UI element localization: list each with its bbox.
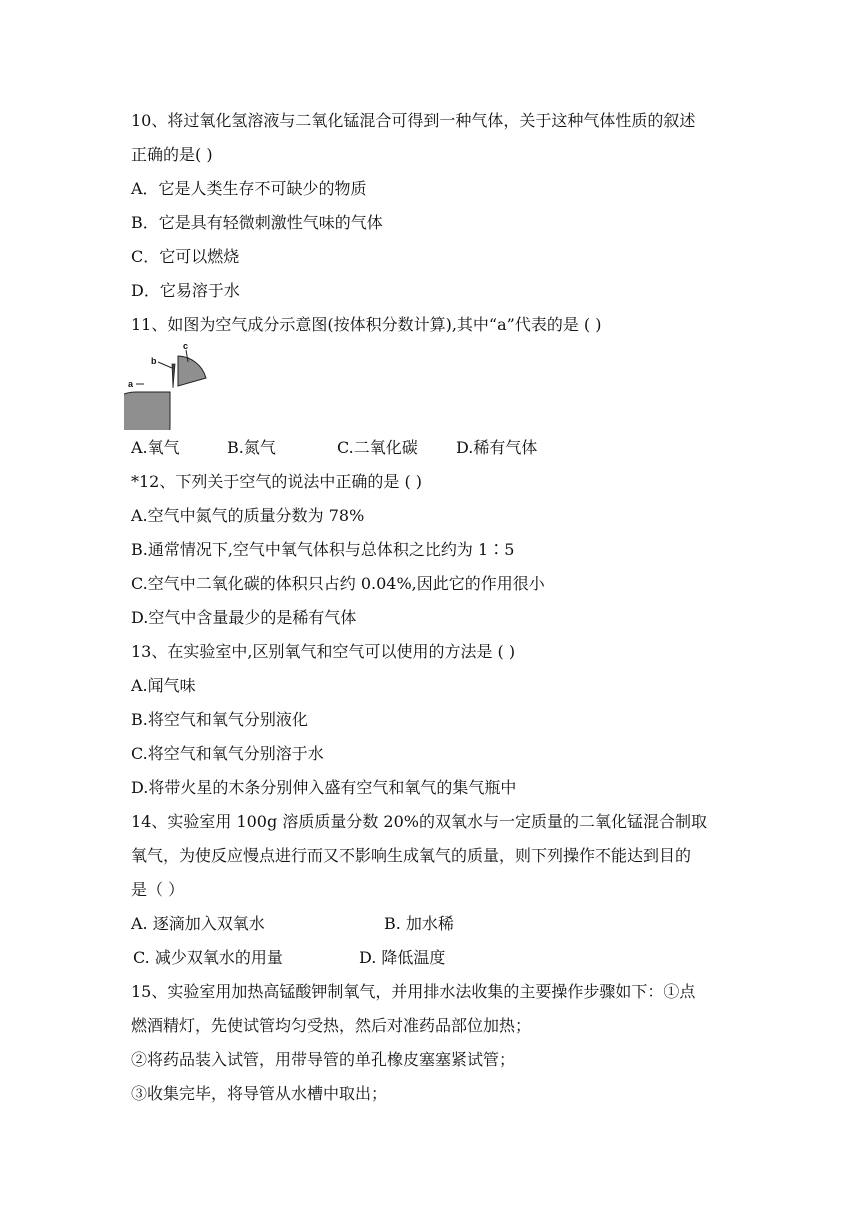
q14-option-d: D. 降低温度	[359, 948, 446, 967]
q12-option-a: A.空气中氮气的质量分数为 78%	[131, 506, 365, 525]
q15-stem-line1: 15、实验室用加热高锰酸钾制氧气，并用排水法收集的主要操作步骤如下：①点	[131, 982, 696, 1001]
air-composition-pie-figure	[124, 340, 214, 430]
pie-sector-c	[178, 356, 206, 386]
q10-option-d: D．它易溶于水	[131, 281, 240, 300]
q11-option-a: A.氧气	[131, 438, 180, 457]
q13-option-a: A.闻气味	[131, 676, 196, 695]
q13-option-d: D.将带火星的木条分别伸入盛有空气和氧气的集气瓶中	[131, 778, 517, 797]
q13-option-c: C.将空气和氧气分别溶于水	[131, 744, 324, 763]
q10-option-b: B．它是具有轻微刺激性气味的气体	[131, 213, 383, 232]
q15-stem-line2: 燃酒精灯，先使试管均匀受热，然后对准药品部位加热；	[131, 1016, 532, 1035]
q10-option-a: A．它是人类生存不可缺少的物质	[131, 179, 367, 198]
q13-stem: 13、在实验室中,区别氧气和空气可以使用的方法是 ( )	[131, 642, 516, 661]
q10-stem-line2: 正确的是( )	[131, 145, 213, 164]
pie-sector-b	[172, 364, 175, 388]
q14-stem-line3: 是（ ）	[131, 880, 185, 899]
pie-label-b: b	[151, 356, 157, 366]
q15-step-2: ②将药品装入试管，用带导管的单孔橡皮塞塞紧试管；	[131, 1050, 516, 1069]
q12-stem: *12、下列关于空气的说法中正确的是 ( )	[131, 472, 423, 491]
q14-option-b: B. 加水稀	[384, 914, 454, 933]
q10-option-c: C．它可以燃烧	[131, 247, 240, 266]
q14-option-c: C. 减少双氧水的用量	[133, 948, 283, 967]
q12-option-c: C.空气中二氧化碳的体积只占约 0.04%,因此它的作用很小	[131, 574, 545, 593]
q12-option-d: D.空气中含量最少的是稀有气体	[131, 608, 357, 627]
q11-option-c: C.二氧化碳	[337, 438, 418, 457]
q10-stem-line1: 10、将过氧化氢溶液与二氧化锰混合可得到一种气体，关于这种气体性质的叙述	[131, 111, 696, 130]
q13-option-b: B.将空气和氧气分别液化	[131, 710, 308, 729]
q11-option-d: D.稀有气体	[456, 438, 538, 457]
q14-option-a: A. 逐滴加入双氧水	[131, 914, 265, 933]
q11-option-b: B.氮气	[227, 438, 276, 457]
pie-sector-a	[124, 392, 170, 430]
leader-line-b	[158, 362, 172, 368]
q14-stem-line1: 14、实验室用 100g 溶质质量分数 20%的双氧水与一定质量的二氧化锰混合制取	[131, 812, 707, 831]
q15-step-3: ③收集完毕，将导管从水槽中取出；	[131, 1084, 388, 1103]
q14-stem-line2: 氧气，为使反应慢点进行而又不影响生成氧气的质量，则下列操作不能达到目的	[131, 846, 692, 865]
q11-stem: 11、如图为空气成分示意图(按体积分数计算),其中“a”代表的是 ( )	[131, 315, 602, 334]
q12-option-b: B.通常情况下,空气中氧气体积与总体积之比约为 1∶5	[131, 540, 515, 559]
pie-label-a: a	[128, 379, 134, 389]
pie-label-c: c	[183, 341, 189, 351]
